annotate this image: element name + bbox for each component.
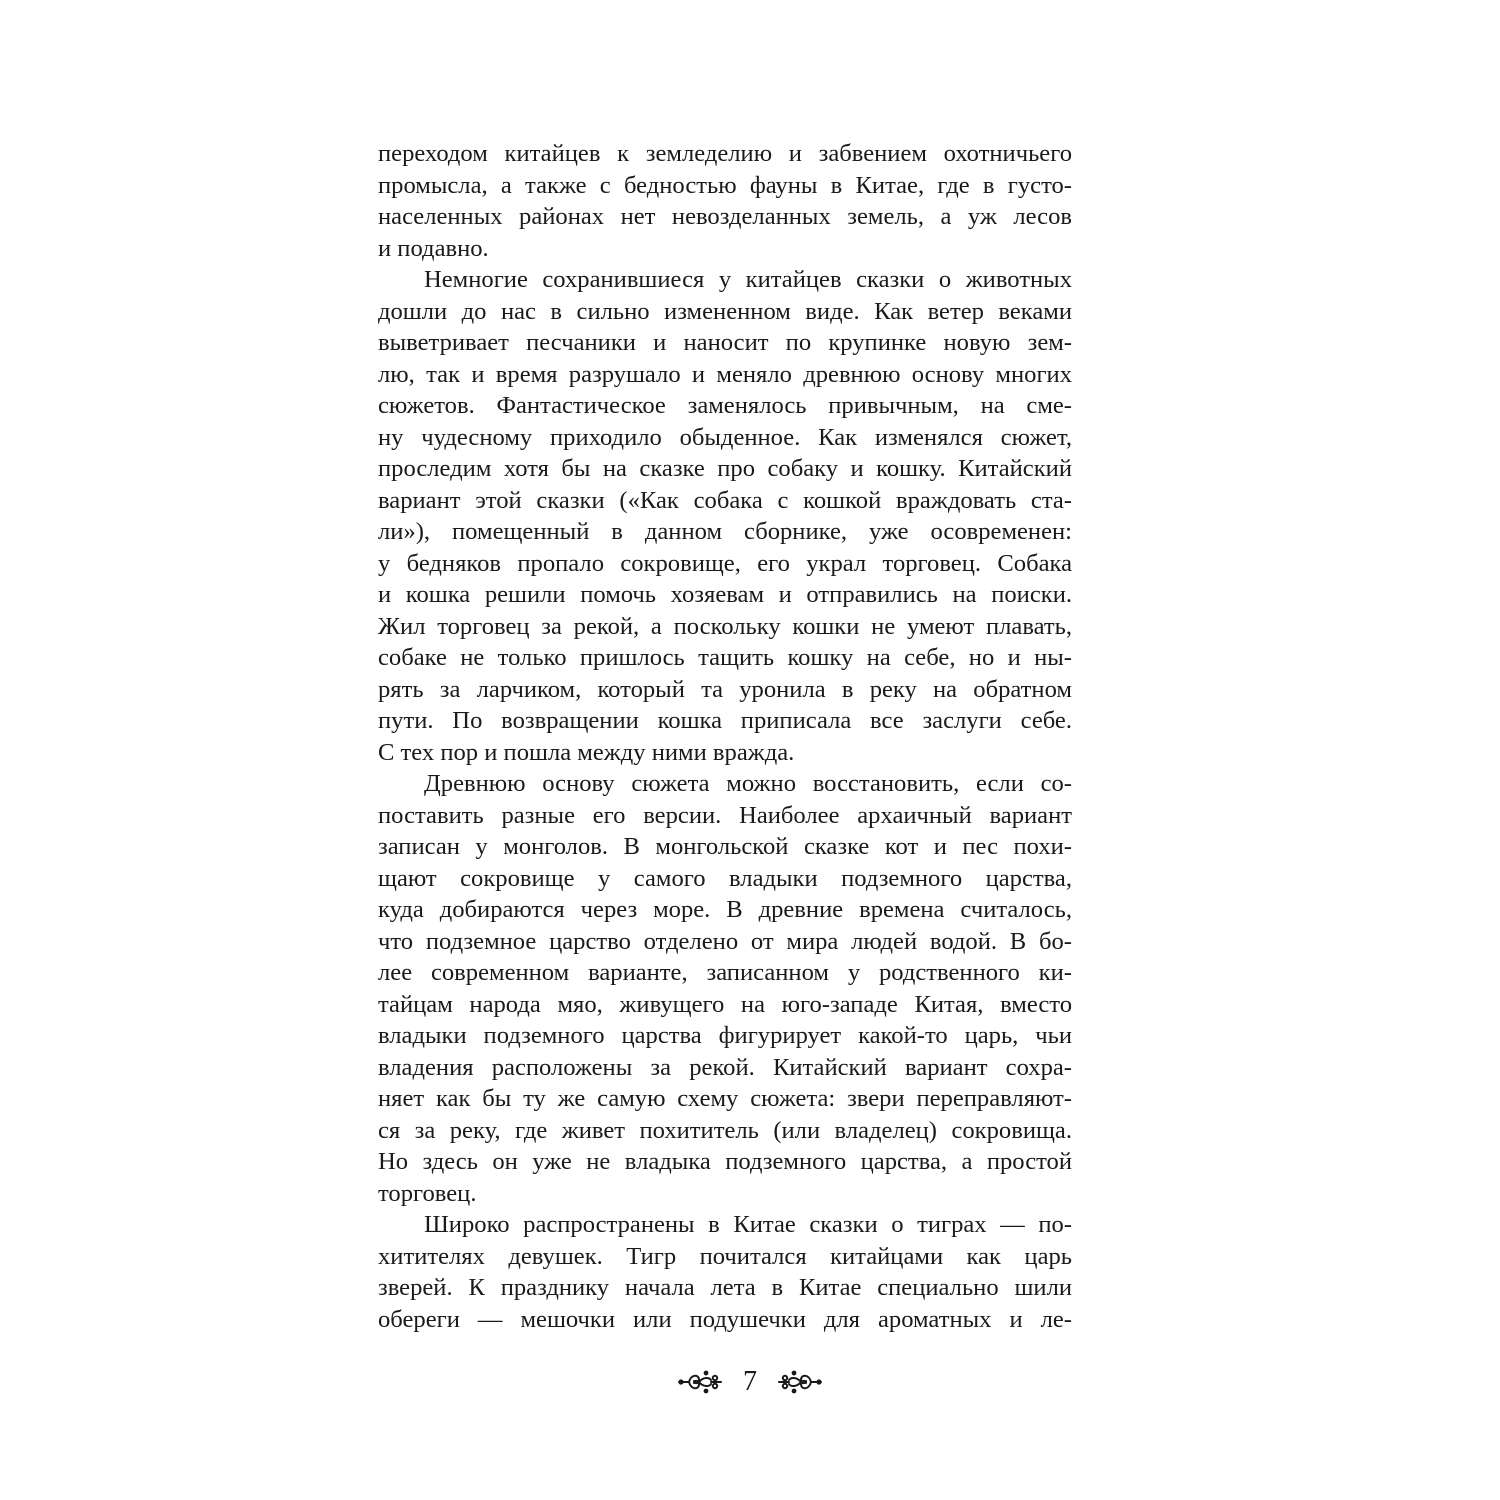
- text-line: собаке не только пришлось тащить кошку на себе, но и ны-: [378, 644, 1072, 671]
- text-line: щают сокровище у самого владыки подземного царства,: [378, 864, 1072, 892]
- text-line: промысла, а также с бедностью фауны в Китае, где в густо-: [378, 171, 1072, 199]
- text-line: Древнюю основу сюжета можно восстановить, если со-: [424, 770, 1072, 797]
- text-line: переходом китайцев к земледелию и забвением охотничьего: [378, 140, 1072, 167]
- text-line: сюжетов. Фантастическое заменялось привычным, на сме-: [378, 392, 1072, 419]
- body-text: [378, 138, 1072, 1335]
- text-line: владения расположены за рекой. Китайский вариант сохра-: [378, 1053, 1072, 1081]
- text-line: лю, так и время разрушало и меняло древнюю основу многих: [378, 360, 1072, 388]
- text-line: обереги — мешочки или подушечки для ароматных и ле-: [378, 1305, 1072, 1333]
- text-line: дошли до нас в сильно измененном виде. Как ветер веками: [378, 297, 1072, 325]
- text-line: ли»), помещенный в данном сборнике, уже осовременен:: [378, 518, 1072, 545]
- text-line: Широко распространены в Китае сказки о тиграх — по-: [424, 1211, 1072, 1238]
- text-line: Но здесь он уже не владыка подземного царства, а простой: [378, 1148, 1072, 1175]
- text-line: записан у монголов. В монгольской сказке кот и пес похи-: [378, 833, 1072, 860]
- ornament-flourish-icon: [777, 1369, 823, 1395]
- text-line: торговец.: [378, 1179, 477, 1207]
- text-line: зверей. К празднику начала лета в Китае специально шили: [378, 1274, 1072, 1301]
- text-line: у бедняков пропало сокровище, его украл торговец. Собака: [378, 549, 1072, 577]
- text-line: ну чудесному приходило обыденное. Как изменялся сюжет,: [378, 423, 1072, 451]
- text-line: тайцам народа мяо, живущего на юго-западе Китая, вместо: [378, 990, 1072, 1018]
- text-line: и кошка решили помочь хозяевам и отправились на поиски.: [378, 581, 1072, 608]
- text-line: С тех пор и пошла между ними вражда.: [378, 738, 795, 766]
- text-line: вариант этой сказки («Как собака с кошкой враждовать ста-: [378, 486, 1072, 514]
- page-footer: [660, 1362, 840, 1402]
- text-line: куда добираются через море. В древние времена считалось,: [378, 896, 1072, 923]
- text-line: рять за ларчиком, который та уронила в реку на обратном: [378, 675, 1072, 703]
- text-line: лее современном варианте, записанном у родственного ки-: [378, 959, 1072, 986]
- text-line: выветривает песчаники и наносит по крупинке новую зем-: [378, 329, 1072, 356]
- text-line: Немногие сохранившиеся у китайцев сказки о животных: [424, 266, 1072, 293]
- text-line: няет как бы ту же самую схему сюжета: звери переправляют-: [378, 1085, 1072, 1112]
- ornament-flourish-icon: [677, 1369, 723, 1395]
- text-line: хитителях девушек. Тигр почитался китайцами как царь: [378, 1242, 1072, 1270]
- text-line: поставить разные его версии. Наиболее архаичный вариант: [378, 801, 1072, 829]
- text-line: владыки подземного царства фигурирует какой-то царь, чьи: [378, 1022, 1072, 1049]
- text-line: ся за реку, где живет похититель (или владелец) сокровища.: [378, 1116, 1072, 1144]
- page-number: 7: [743, 1366, 757, 1397]
- text-line: населенных районах нет невозделанных земель, а уж лесов: [378, 203, 1072, 230]
- text-line: пути. По возвращении кошка приписала все заслуги себе.: [378, 707, 1072, 734]
- text-line: что подземное царство отделено от мира людей водой. В бо-: [378, 927, 1072, 955]
- text-line: проследим хотя бы на сказке про собаку и кошку. Китайский: [378, 455, 1072, 482]
- text-line: Жил торговец за рекой, а поскольку кошки не умеют плавать,: [378, 612, 1072, 640]
- text-line: и подавно.: [378, 234, 489, 262]
